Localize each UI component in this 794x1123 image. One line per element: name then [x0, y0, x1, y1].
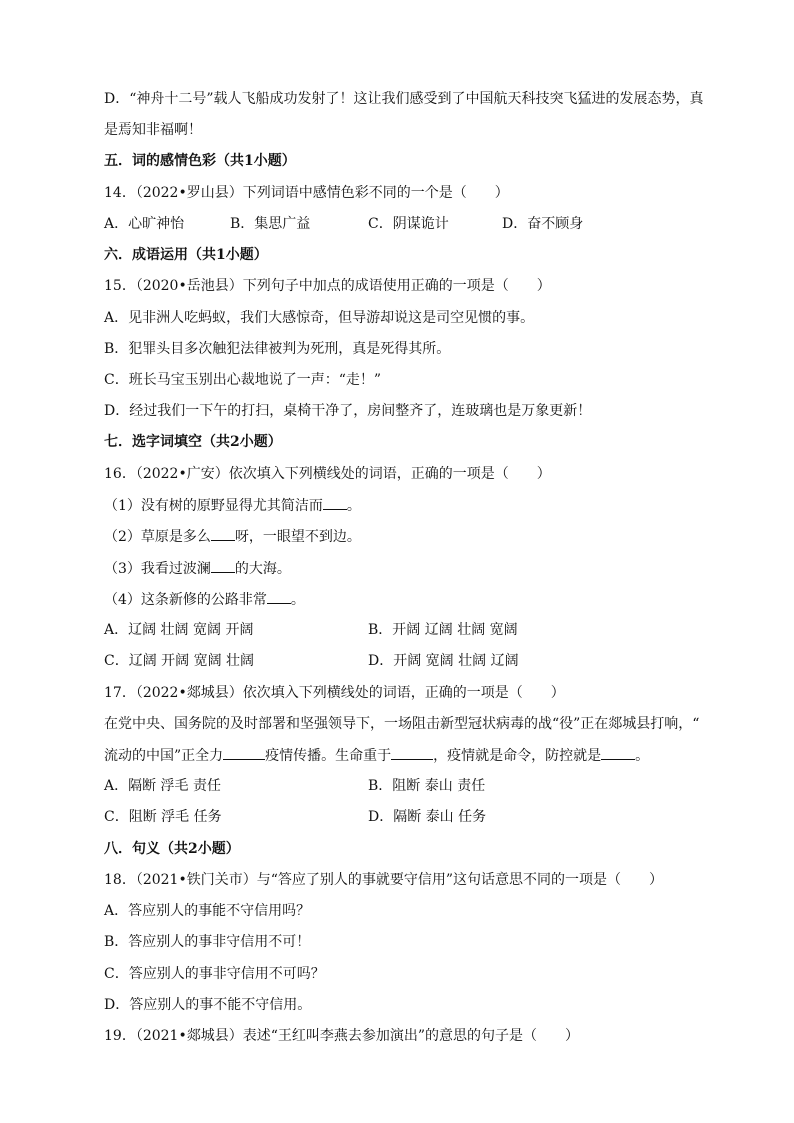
q17-option-d: D．隔断 泰山 任务	[368, 809, 487, 825]
q16-sentence-1: （1）没有树的原野显得尤其简洁而 。	[104, 495, 361, 516]
q15-option-d: D．经过我们一下午的打扫，桌椅干净了，房间整齐了，连玻璃也是万象更新！	[104, 403, 592, 419]
fill-blank	[391, 745, 433, 760]
question-16: 16．（2022•广安）依次填入下列横线处的词语，正确的一项是（ ）	[104, 466, 551, 482]
q13-option-d-line2: 是焉知非福啊！	[104, 122, 202, 138]
section-heading-8: 八．句义（共2小题）	[104, 841, 240, 857]
q18-option-d: D．答应别人的事不能不守信用。	[104, 997, 312, 1013]
q14-option-c: C．阴谋诡计	[368, 216, 449, 232]
question-14: 14．（2022•罗山县）下列词语中感情色彩不同的一个是（ ）	[104, 185, 509, 201]
q17-passage-line1: 在党中央、国务院的及时部署和坚强领导下，一场阻击新型冠状病毒的战“役”正在郯城县打响，“	[104, 716, 700, 732]
question-15: 15．（2020•岳池县）下列句子中加点的成语使用正确的一项是（ ）	[104, 278, 551, 294]
q15-option-c: C．班长马宝玉别出心裁地说了一声：“走！”	[104, 372, 382, 388]
question-18: 18．（2021•铁门关市）与“答应了别人的事就要守信用”这句话意思不同的一项是（ ）	[104, 872, 664, 888]
q18-option-b: B．答应别人的事非守信用不可！	[104, 934, 311, 950]
q16-option-d: D．开阔 宽阔 壮阔 辽阔	[368, 653, 519, 669]
q17-option-b: B．阻断 泰山 责任	[368, 778, 486, 794]
fill-blank	[323, 495, 347, 510]
section-heading-6: 六．成语运用（共1小题）	[104, 247, 268, 263]
q18-option-a: A．答应别人的事能不守信用吗？	[104, 903, 311, 919]
q16-sentence-3: （3）我看过波澜 的大海。	[104, 558, 291, 579]
q17-option-a: A．隔断 浮毛 责任	[104, 778, 222, 794]
q13-option-d-line1: D．“神舟十二号”载人飞船成功发射了！这让我们感受到了中国航天科技突飞猛进的发展态势，真	[104, 91, 704, 107]
fill-blank	[223, 745, 265, 760]
q14-option-d: D．奋不顾身	[502, 216, 584, 232]
question-17: 17．（2022•郯城县）依次填入下列横线处的词语，正确的一项是（ ）	[104, 685, 565, 701]
q17-passage-line2: 流动的中国”正全力 疫情传播。生命重于 ，疫情就是命令，防控就是 。	[104, 745, 649, 766]
q14-option-a: A．心旷神怡	[104, 216, 185, 232]
q18-option-c: C．答应别人的事非守信用不可吗？	[104, 966, 325, 982]
fill-blank	[211, 558, 235, 573]
q16-sentence-4: （4）这条新修的公路非常 。	[104, 589, 305, 610]
fill-blank	[601, 745, 635, 760]
question-19: 19．（2021•郯城县）表述“王红叫李燕去参加演出”的意思的句子是（ ）	[104, 1028, 580, 1044]
section-heading-7: 七．选字词填空（共2小题）	[104, 434, 282, 450]
q15-option-a: A．见非洲人吃蚂蚁，我们大感惊奇，但导游却说这是司空见惯的事。	[104, 310, 535, 326]
q14-option-b: B．集思广益	[230, 216, 311, 232]
fill-blank	[267, 589, 291, 604]
section-heading-5: 五．词的感情色彩（共1小题）	[104, 153, 296, 169]
q16-option-a: A．辽阔 壮阔 宽阔 开阔	[104, 622, 254, 638]
q16-sentence-2: （2）草原是多么 呀，一眼望不到边。	[104, 526, 361, 547]
q15-option-b: B．犯罪头目多次触犯法律被判为死刑，真是死得其所。	[104, 341, 451, 357]
fill-blank	[211, 526, 235, 541]
q16-option-c: C．辽阔 开阔 宽阔 壮阔	[104, 653, 255, 669]
q16-option-b: B．开阔 辽阔 壮阔 宽阔	[368, 622, 518, 638]
q17-option-c: C．阻断 浮毛 任务	[104, 809, 222, 825]
